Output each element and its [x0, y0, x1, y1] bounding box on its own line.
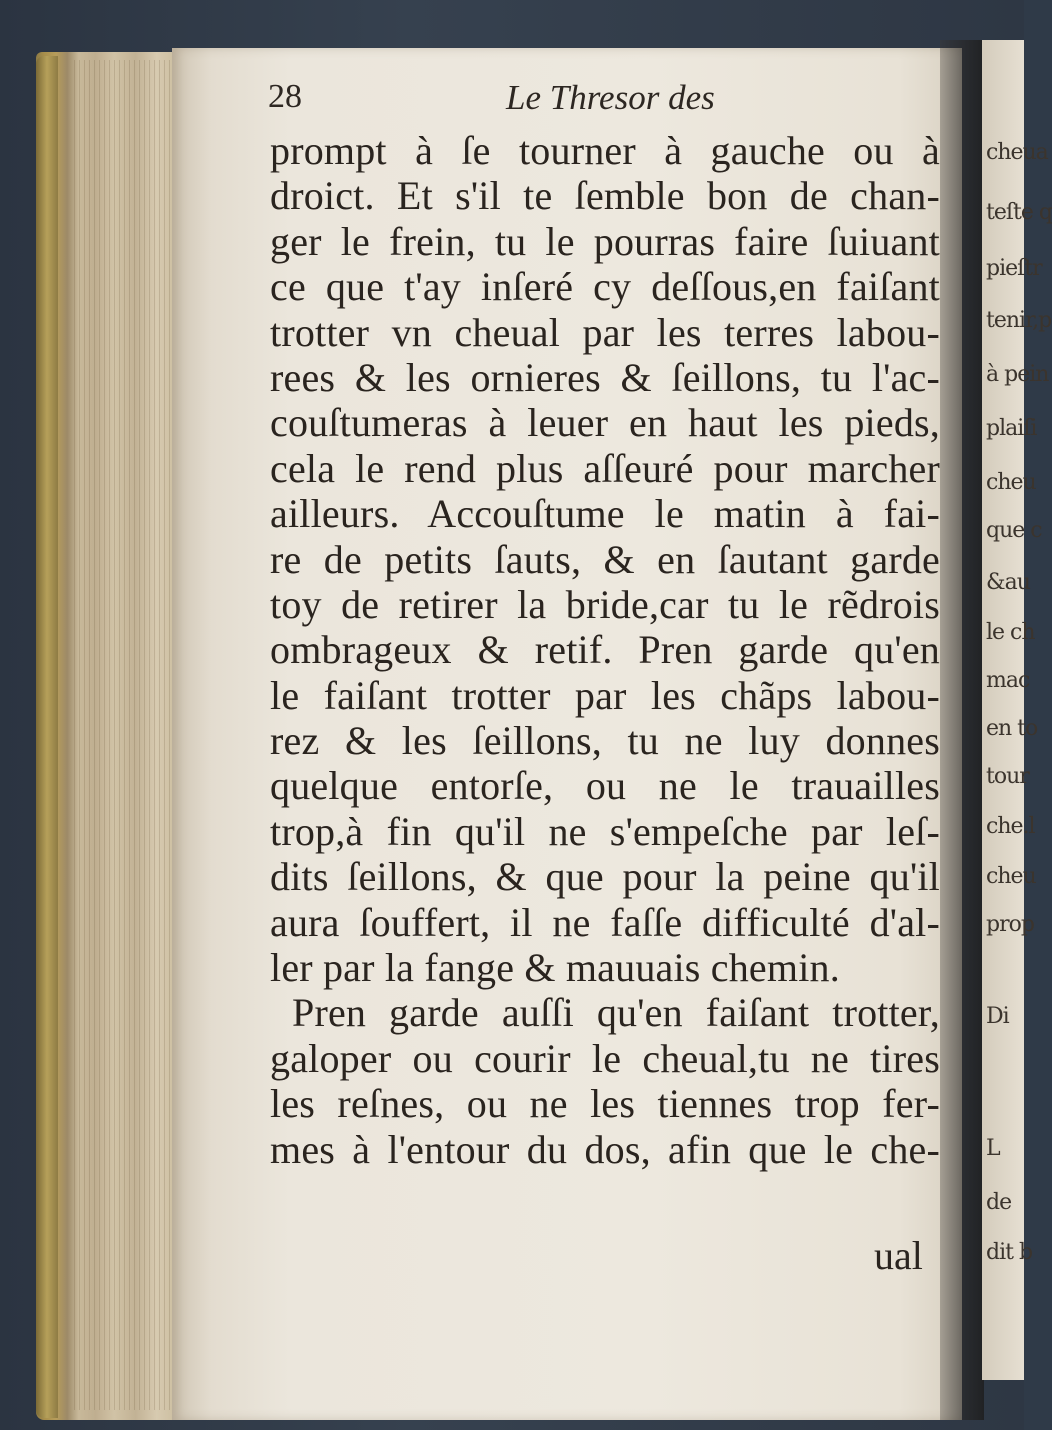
- text-line: re de petits ſauts, & en ſautant garde: [270, 536, 940, 582]
- facing-page-fragment: que c: [986, 518, 1042, 543]
- facing-page-fragment: Di: [986, 1004, 1009, 1029]
- facing-page-fragment: teſte q: [986, 200, 1052, 225]
- facing-page-fragment: L: [986, 1136, 1000, 1161]
- text-line: cela le rend plus aſſeuré pour marcher: [270, 445, 940, 491]
- gutter-shadow: [940, 40, 984, 1420]
- text-line: trop,à fin qu'il ne s'empeſche par leſ-: [270, 808, 940, 854]
- text-line: galoper ou courir le cheual,tu ne tires: [270, 1035, 940, 1081]
- text-line: couſtumeras à leuer en haut les pieds,: [270, 400, 940, 446]
- text-line: dits ſeillons, & que pour la peine qu'il: [270, 854, 940, 900]
- text-line: rez & les ſeillons, tu ne luy donnes: [270, 718, 940, 764]
- facing-page-fragment: cheu: [986, 470, 1036, 495]
- text-line: ger le frein, tu le pourras faire ſuiuant: [270, 218, 940, 264]
- facing-page-fragment: tenir,p: [986, 308, 1052, 333]
- page-text: [270, 128, 940, 1172]
- facing-page-fragment: dit b: [986, 1240, 1033, 1265]
- text-line: toy de retirer la bride,car tu le rẽdrois: [270, 581, 940, 627]
- book-cover-edge: [36, 56, 58, 1418]
- facing-page-fragment: pieſtr: [986, 256, 1042, 281]
- text-line: le faiſant trotter par les chãps labou-: [270, 672, 940, 718]
- text-line: ailleurs. Accouſtume le matin à fai-: [270, 491, 940, 537]
- text-line: trotter vn cheual par les terres labou-: [270, 309, 940, 355]
- text-line: droict. Et s'il te ſemble bon de chan-: [270, 173, 940, 219]
- text-line: ler par la fange & mauuais chemin.: [270, 945, 840, 991]
- text-line: prompt à ſe tourner à gauche ou à: [270, 128, 940, 173]
- facing-page-fragment: tour: [986, 764, 1029, 789]
- facing-page-fragment: che.l: [986, 814, 1035, 839]
- running-head: [268, 78, 788, 122]
- page-number: 28: [268, 78, 302, 115]
- facing-page-fragment: plaiſi: [986, 416, 1037, 441]
- facing-page-fragment: cheu: [986, 864, 1036, 889]
- facing-page-fragment: prop: [986, 912, 1034, 937]
- facing-page-fragment: cheua: [986, 140, 1048, 165]
- facing-page-fragment: de: [986, 1190, 1012, 1215]
- text-line: ombrageux & retif. Pren garde qu'en: [270, 627, 940, 673]
- text-line: rees & les ornieres & ſeillons, tu l'ac-: [270, 354, 940, 400]
- text-line: ce que t'ay inſeré cy deſſous,en faiſant: [270, 264, 940, 310]
- text-line: mes à l'entour du dos, afin que le che-: [270, 1126, 940, 1172]
- facing-page-fragment: mac: [986, 668, 1030, 693]
- text-line: Pren garde auſſi qu'en faiſant trotter,: [292, 990, 940, 1036]
- facing-page-fragment: à pein: [986, 362, 1049, 387]
- text-line: les reſnes, ou ne les tiennes trop fer-: [270, 1081, 940, 1127]
- facing-page-fragment: en to: [986, 716, 1038, 741]
- catchword: ual: [874, 1233, 923, 1278]
- text-line: quelque entorſe, ou ne le trauailles: [270, 763, 940, 809]
- facing-page: [982, 40, 1052, 1380]
- facing-page-fragment: &au: [986, 570, 1030, 595]
- facing-page-fragment: le ch: [986, 620, 1035, 645]
- page-edges-texture: [74, 60, 178, 1410]
- text-line: aura ſouffert, il ne faſſe difficulté d'al-: [270, 899, 940, 945]
- running-title: Le Thresor des: [506, 78, 715, 117]
